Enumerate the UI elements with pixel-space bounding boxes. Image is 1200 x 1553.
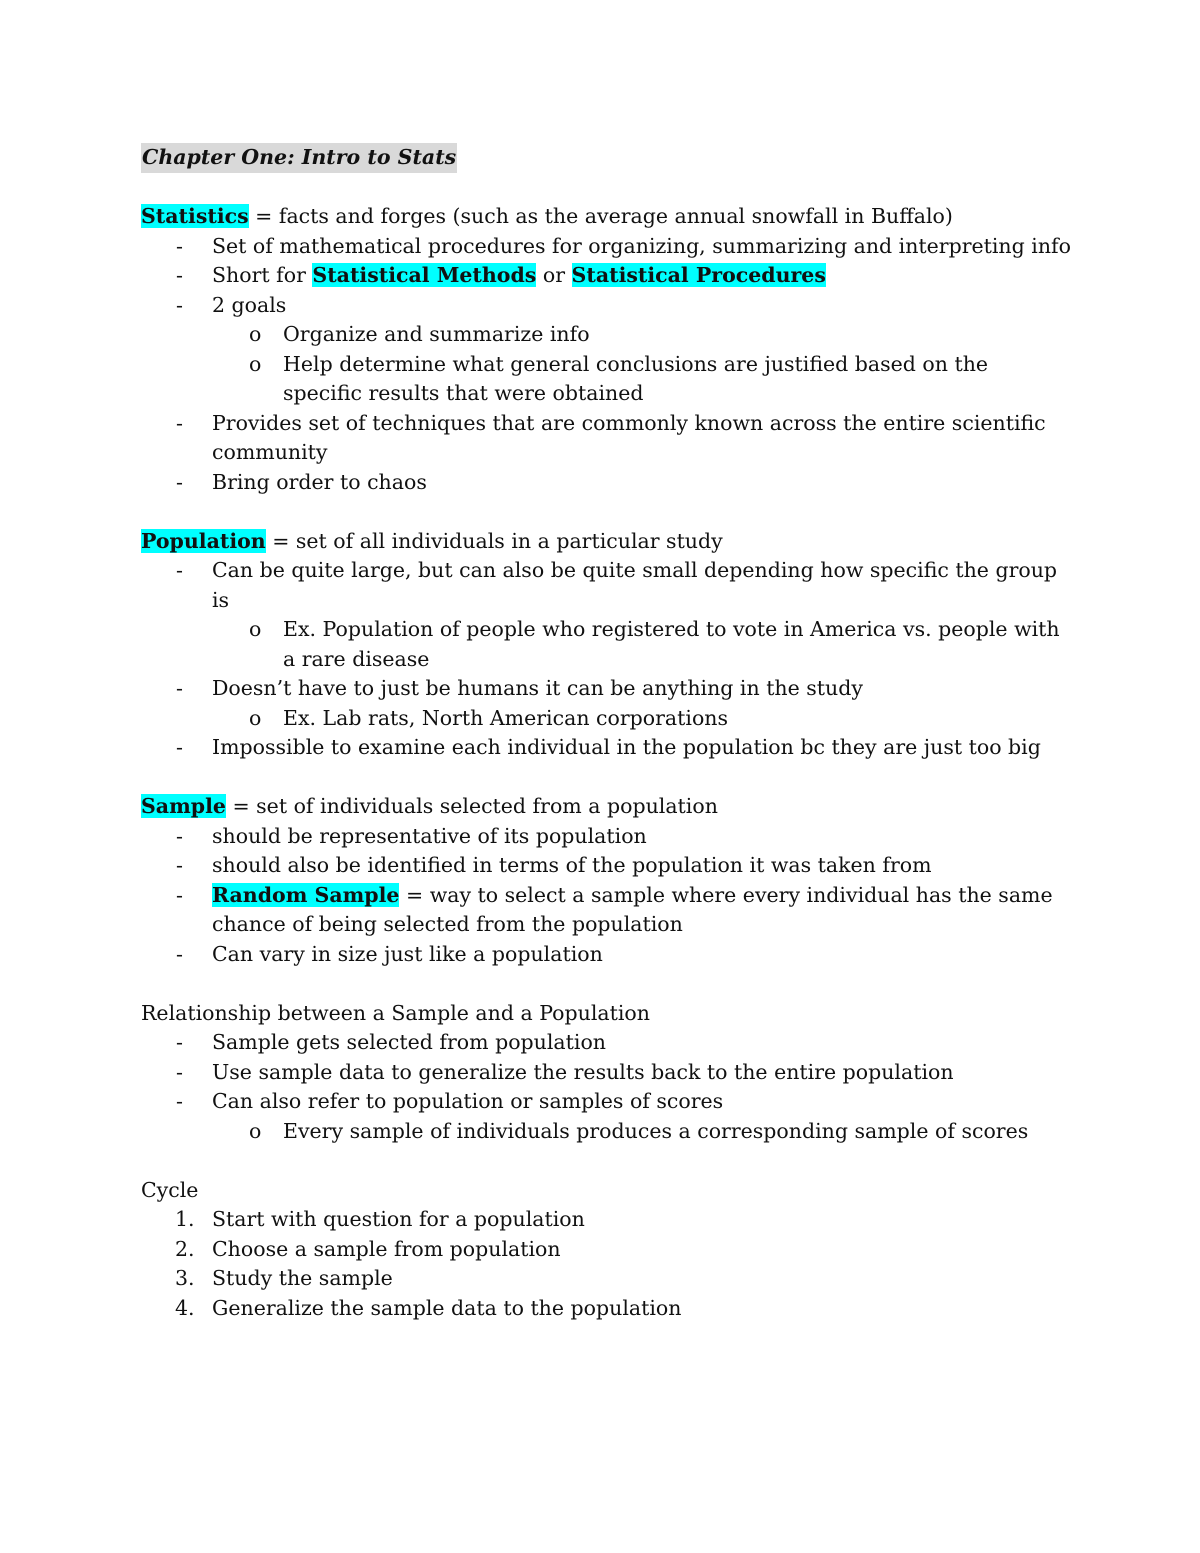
list-item [141,940,1071,970]
sub-list-item [141,320,1071,350]
dash-bullet: - [176,823,183,848]
sub-list-item [141,615,1071,674]
numbered-item-text: Study the sample [212,1266,393,1290]
dash-bullet: - [176,735,183,759]
statistical-procedures-term: Statistical Procedures [571,263,826,287]
circle-bullet: o [249,322,262,346]
list-item-text: Short for [212,263,313,287]
list-item [141,556,1071,615]
statistics-definition [141,202,1071,232]
population-definition-text: = set of all individuals in a particular study [265,528,723,553]
statistics-term: Statistics [141,204,249,228]
sample-term: Sample [141,794,226,818]
sub-list-item-text: Ex. Population of people who registered to vote in America vs. people with a rare disease [283,617,1060,671]
item-number: 2. [175,1236,195,1261]
sub-list-item-text: Help determine what general conclusions are justified based on the specific results that were obtained [283,351,989,405]
numbered-item [141,1294,1071,1324]
numbered-item [141,1264,1071,1294]
list-item-text: Bring order to chaos [212,469,427,494]
list-item-text: Impossible to examine each individual in the population bc they are just too big [212,735,1041,759]
numbered-item [141,1235,1071,1265]
list-item [141,1028,1071,1058]
list-item-text: = way to select a sample where every individual has the same chance of being selected from the population [212,882,1053,936]
list-item-text: should also be identified in terms of the population it was taken from [212,853,932,877]
list-item-text: Use sample data to generalize the results back to the entire population [212,1059,954,1084]
circle-bullet: o [249,617,262,641]
list-item-text: Doesn’t have to just be humans it can be anything in the study [212,676,863,700]
list-item-text: Can also refer to population or samples of scores [212,1089,724,1113]
dash-bullet: - [176,1030,183,1054]
numbered-item-text: Generalize the sample data to the population [212,1295,682,1320]
list-item-text: Can vary in size just like a population [212,941,603,966]
sub-list-item [141,1117,1071,1147]
list-item [141,1087,1071,1117]
dash-bullet: - [176,676,183,700]
list-item-text: or [536,263,572,287]
list-item [141,674,1071,704]
statistics-definition-text: = facts and forges (such as the average annual snowfall in Buffalo) [248,204,953,228]
chapter-title: Chapter One: Intro to Stats [141,143,457,173]
list-item [141,232,1071,262]
list-item-text: Provides set of techniques that are commonly known across the entire scientific community [212,410,1046,464]
dash-bullet: - [176,941,183,966]
list-item [141,291,1071,321]
sub-list-item-text: Ex. Lab rats, North American corporations [283,705,729,730]
dash-bullet: - [176,1059,183,1084]
sample-definition-text: = set of individuals selected from a population [225,794,718,818]
population-definition [141,527,1071,557]
sub-list-item [141,350,1071,409]
dash-bullet: - [176,263,183,287]
list-item [141,733,1071,763]
random-sample-term: Random Sample [212,882,400,907]
list-item [141,881,1071,940]
list-item-text: Sample gets selected from population [212,1030,606,1054]
document-page [141,143,1071,1323]
list-item [141,409,1071,468]
chapter-title-row [141,143,1071,173]
item-number: 4. [175,1295,195,1320]
cycle-heading: Cycle [141,1177,199,1202]
list-item [141,1058,1071,1088]
circle-bullet: o [249,705,262,730]
circle-bullet: o [249,351,262,376]
list-item [141,468,1071,498]
numbered-item-text: Choose a sample from population [212,1236,561,1261]
list-item-text: 2 goals [212,292,287,317]
numbered-item-text: Start with question for a population [212,1207,585,1231]
dash-bullet: - [176,853,183,877]
dash-bullet: - [176,233,183,258]
relationship-heading: Relationship between a Sample and a Population [141,1000,650,1025]
dash-bullet: - [176,469,183,494]
circle-bullet: o [249,1118,262,1143]
sub-list-item-text: Every sample of individuals produces a corresponding sample of scores [283,1118,1029,1143]
dash-bullet: - [176,292,183,317]
sample-definition [141,792,1071,822]
item-number: 3. [175,1266,195,1290]
sub-list-item-text: Organize and summarize info [283,322,590,346]
list-item-text: Can be quite large, but can also be quite small depending how specific the group is [212,558,1058,612]
numbered-item [141,1205,1071,1235]
list-item [141,261,1071,291]
dash-bullet: - [176,558,183,582]
statistical-methods-term: Statistical Methods [312,263,537,287]
dash-bullet: - [176,1089,183,1113]
list-item-text: Set of mathematical procedures for organizing, summarizing and interpreting info [212,233,1071,258]
dash-bullet: - [176,410,183,435]
sub-list-item [141,704,1071,734]
list-item [141,822,1071,852]
item-number: 1. [175,1207,195,1231]
dash-bullet: - [176,882,183,907]
list-item-text: should be representative of its population [212,823,647,848]
population-term: Population [141,528,266,553]
list-item [141,851,1071,881]
